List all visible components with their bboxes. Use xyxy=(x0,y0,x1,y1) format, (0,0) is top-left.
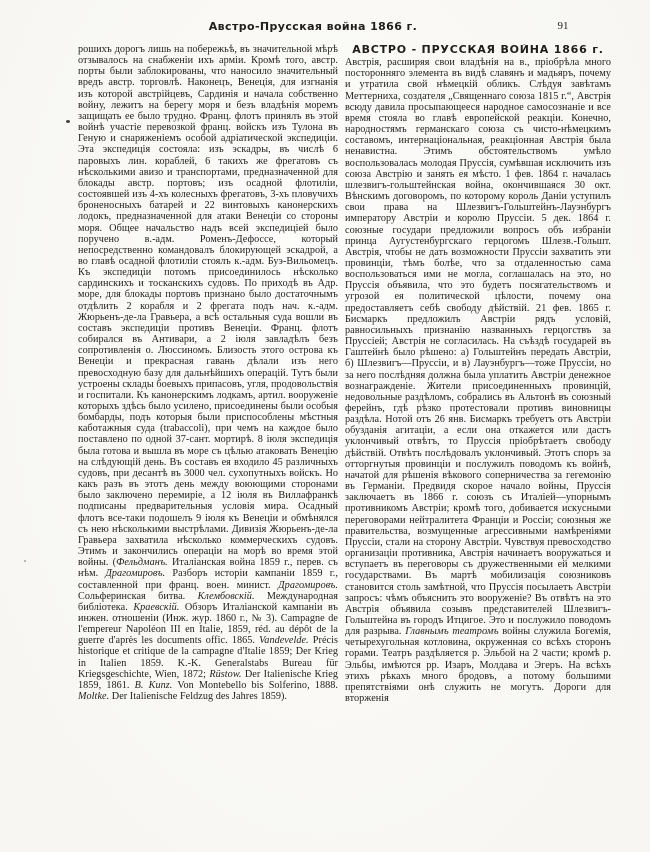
ink-speck xyxy=(24,560,26,562)
right-column-text: Австрія, расширяя свои владѣнія на в., пріобрѣла много посторонняго элемента въ видѣ славянъ и мадьяръ, почему и утратила свой нѣмецкій обликъ. Слѣдуя завѣтамъ Меттерниха, создателя „Священнаго союза 1815 г.“, Австрія всюду давила просыпающееся народное самосознаніе и все время стояла во главѣ европейской реакціи. Конечно, народностямъ германскаго союза съ чисто-нѣмецкимъ составомъ, интернаціональная, реакціонная Австрія была ненавистна. Этимъ обстоятельствомъ умѣло воспользовалась молодая Пруссія, сумѣвшая исключить изъ союза Австрію и занять ея мѣсто. 1 фев. 1864 г. началась шлезвигъ-гольштейнская война, окончившаяся 30 окт. Вѣнскимъ договоромъ, по которому король Даніи уступилъ свои права на Шлезвигъ-Гольштейнъ-Лауэнбургъ императору Австріи и королю Пруссіи. 5 дек. 1864 г. союзные государи предложили вопросъ объ избраніи принца Аугустенбургскаго герцогомъ Шлезв.-Гольшт. Австрія, чтобы не дать возможности Пруссіи захватить эти провинціи, тѣмъ болѣе, что за отдаленностью сама воспользоваться ими не могла, соглашалась на это, но Пруссія объявила, что это будетъ посягательствомъ и угрозой ея политической цѣлости, почему она предоставляетъ себѣ свободу дѣйствій. 21 фев. 1865 г. Бисмаркъ предложилъ Австріи рядъ условій, равносильныхъ признанію названныхъ герцогствъ за Пруссіей; Австрія не согласилась. На съѣздѣ государей въ Гаштейнѣ было рѣшено: а) Гольштейнъ передать Австріи, б) Шлезвигъ—Пруссіи, и в) Лауэнбургъ—тоже Пруссіи, но за него послѣдняя должна была уплатить Австріи денежное вознагражденіе. Жители присоединенныхъ провинцій, недовольные раздѣломъ, собрались въ Альтонѣ въ союзный ферейнъ, гдѣ рѣзко протестовали противъ виновницы раздѣла. Нотой отъ 26 янв. Бисмаркъ требуетъ отъ Австріи обузданія агитаціи, а если она откажется или дастъ уклончивый отвѣтъ, то Пруссія пріобрѣтаетъ свободу дѣйствій. Отвѣтъ послѣдовалъ уклончивый. Этотъ споръ за отторгнутыя провинціи и послужилъ поводомъ къ войнѣ, начатой для рѣшенія вѣкового соперничества за гегемонію въ Германіи. Предвидя скорое начало войны, Пруссія заключаетъ въ 1866 г. союзъ съ Италіей—упорнымъ противникомъ Австріи; кромѣ того, добивается искусными переговорами нейтралитета Франціи и Россіи; союзныя же правительства, возмущенные агрессивными намѣреніями Пруссіи, стали на сторону Австріи. Чувствуя превосходство организаціи противника, Австрія начинаетъ вооружаться и вступаетъ въ переговоры съ дружественными ей мелкими государствами. Въ мартѣ мобилизація союзниковъ становится столь замѣтной, что Пруссія посылаетъ Австріи запросъ: чѣмъ объяснить это вооруженіе? Въ отвѣтъ на это Австрія объявила созывъ представителей Шлезвигъ-Гольштейна въ городъ Итцигое. Это и послужило поводомъ для разрыва. Главнымъ театромъ войны служила Богемія, четырехугольная котловина, окруженная со всѣхъ сторонъ горами. Театръ раздѣляется р. Эльбой на 2 части; кромѣ р. Эльбы, имѣются рр. Изаръ, Молдава и Эгеръ. На всѣхъ этихъ рѣкахъ много бродовъ, а потому большими препятствіями онѣ служить не могутъ. Дороги для вторженія xyxy=(345,57,611,705)
running-title: Австро-Прусская война 1866 г. xyxy=(208,20,418,33)
ink-speck xyxy=(66,120,70,123)
page-number: 91 xyxy=(557,20,569,32)
left-column-text: рошихъ дорогъ лишь на побережьѣ, въ значительной мѣрѣ отзывалось на снабженіи ихъ арміи. Кромѣ того, австр. порты были заблокированы, что наносило значительный вредъ австр. торговлѣ. Наконецъ, Венеція, для изгнанія изъ которой австрійцевъ, Сардинія и начала собственно войну, лежитъ на берегу моря и безъ владѣнія моремъ защищать ее было трудно. Франц. флотъ принялъ въ этой войнѣ участіе перевозкой франц. войскъ изъ Тулона въ Геную и снаряженіемъ особой адріатической экспедиціи. Эта экспедиція состояла: изъ эскадры, въ числѣ 6 паровыхъ лин. кораблей, 6 такихъ же фрегатовъ съ нѣсколькими авизо и транспортами, предназначенной для блокады австр. портовъ; изъ осадной флотиліи, состоявшей изъ 4-хъ колесныхъ фрегатовъ, 3-хъ пловучихъ броненосныхъ батарей и 22 винтовыхъ канонерскихъ лодокъ, предназначенной для атаки Венеціи со стороны моря. Общее начальство надъ всей экспедиціей было поручено в.-адм. Роменъ-Дефоссе, который непосредственно командовалъ блокирующей эскадрой, а во главѣ осадной флотиліи стоялъ к.-адм. Буэ-Вильомецъ. Къ экспедиціи потомъ присоединилось нѣсколько сардинскихъ и тосканскихъ судовъ. По приходѣ въ Адр. море, для блокады портовъ признано было достаточнымъ отдѣлить 2 корабля и 2 фрегата подъ нач. к.-адм. Жюрьенъ-де-ла Гравьера, а всѣ остальныя суда вошли въ составъ экспедиціи противъ Венеціи. Франц. флотъ собирался въ Антивари, а 2 іюля завладѣлъ безъ сопротивленія о. Люссиномъ. Близость этого острова къ Венеціи и прекрасная гавань дѣлали изъ него превосходную базу для дальнѣйшихъ операцій. Тутъ были устроены склады боевыхъ припасовъ, угля, продовольствія и госпитали. Къ канонерскимъ лодкамъ, артил. вооруженіе которыхъ здѣсь было усилено, присоединены были особыя бомбарды, подъ которыя были приспособлены мѣстныя каботажныя суда (trabaccoli), при чемъ на каждое было поставлено по одной 37-сант. мортирѣ. 8 іюля экспедиція была готова и вышла въ море съ цѣлью атаковать Венецію на слѣдующій день. Въ составъ ея входило 45 различныхъ судовъ, при десантѣ въ 3000 чел. сухопутныхъ войскъ. Но какъ разъ въ этотъ день между воюющими сторонами было заключено перемиріе, а 12 іюля въ Виллафранкѣ подписаны предварительныя условія мира. Осадный флотъ все-таки подошелъ 9 іюля къ Венеціи и обмѣнялся съ нею нѣсколькими выстрѣлами. Дивизія Жюрьенъ-де-ла Гравьера захватила нѣсколько коммерческихъ судовъ. Этимъ и закончились операціи на морѣ во время этой войны. (Фельдманъ. Италіанская война 1859 г., перев. съ нѣм. Драгомировъ. Разборъ исторіи кампаніи 1859 г., составленной при франц. воен. минист. Драгомировъ. Сольферинская битва. Клембовскій. Международная библіотека. Краевскій. Обзоръ Италіанской кампаніи въ инжен. отношеніи (Инж. жур. 1860 г., № 3). Campagne de l'empereur Napoléon III en Italie, 1859, réd. au dépôt de la guerre d'après les documents offic. 1865. Vandevelde. Précis historique et critique de la campagne d'Italie 1859; Der Krieg in Italien 1859. K.-K. Generalstabs Bureau für Kriegsgeschichte, Wien, 1872; Rüstow. Der Italienische Krieg 1859, 1861. B. Kunz. Von Montebello bis Solferino, 1888. Moltke. Der Italienische Feldzug des Jahres 1859). xyxy=(78,44,338,703)
article-heading: АВСТРО - ПРУССКАЯ ВОЙНА 1866 г. xyxy=(352,44,604,56)
text-columns xyxy=(78,44,611,794)
right-column xyxy=(345,44,611,794)
